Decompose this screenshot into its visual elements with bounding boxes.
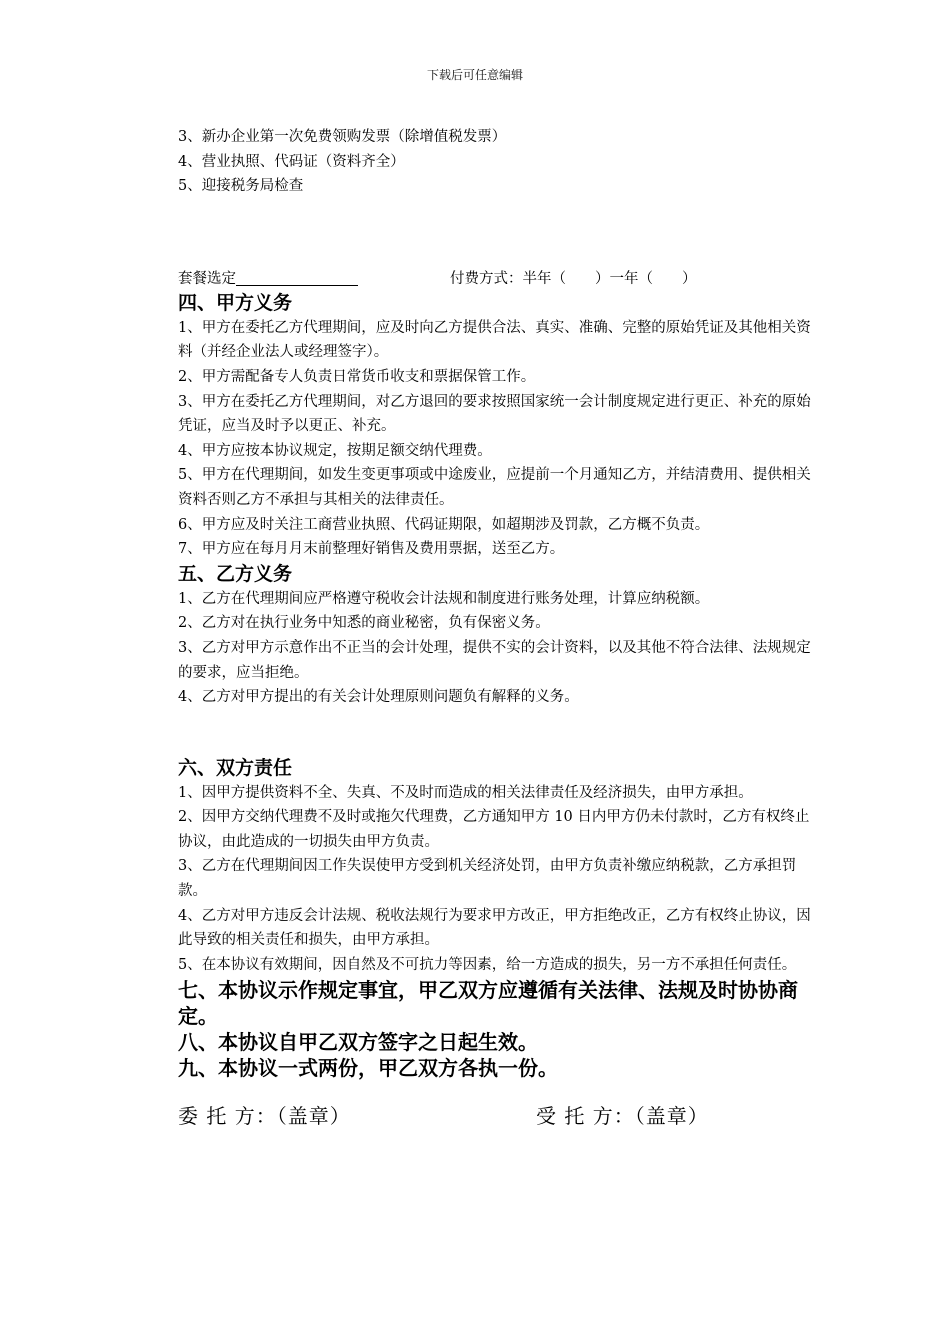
signature-row (178, 1101, 818, 1131)
section-6-item: 1、因甲方提供资料不全、失真、不及时而造成的相关法律责任及经济损失，由甲方承担。 (178, 784, 753, 801)
principal-signature: 委 托 方：（盖章） (178, 1104, 351, 1129)
package-row (178, 267, 818, 291)
section-6-title: 六、双方责任 (178, 756, 293, 779)
section-6-item: 2、因甲方交纳代理费不及时或拖欠代理费，乙方通知甲方 10 日内甲方仍未付款时，乙方有权终止协议，由此造成的一切损失由甲方负责。 (178, 809, 810, 850)
agent-signature: 受 托 方：（盖章） (536, 1104, 709, 1129)
section-4-title: 四、甲方义务 (178, 291, 293, 314)
section-4-item: 1、甲方在委托乙方代理期间，应及时向乙方提供合法、真实、准确、完整的原始凭证及其他相关资料（并经企业法人或经理签字）。 (178, 319, 811, 361)
section-6-item: 3、乙方在代理期间因工作失误使甲方受到机关经济处罚，由甲方负责补缴应纳税款，乙方承担罚款。 (178, 858, 797, 900)
intro-item: 4、营业执照、代码证（资料齐全） (178, 153, 405, 170)
section-4-item: 2、甲方需配备专人负责日常货币收支和票据保管工作。 (178, 368, 536, 385)
section-6-item: 4、乙方对甲方违反会计法规、税收法规行为要求甲方改正，甲方拒绝改正，乙方有权终止协议，因此导致的相关责任和损失，由甲方承担。 (178, 907, 811, 949)
package-label: 套餐选定 (178, 270, 236, 287)
package-blank-line (236, 267, 358, 286)
section-5 (178, 562, 818, 710)
section-4-item: 5、甲方在代理期间，如发生变更事项或中途废业，应提前一个月通知乙方，并结清费用、提供相关资料否则乙方不承担与其相关的法律责任。 (178, 467, 811, 508)
section-6-item: 5、在本协议有效期间，因自然及不可抗力等因素，给一方造成的损失，另一方不承担任何责任。 (178, 956, 797, 973)
section-4-item: 6、甲方应及时关注工商营业执照、代码证期限，如超期涉及罚款，乙方概不负责。 (178, 516, 710, 533)
section-5-item: 1、乙方在代理期间应严格遵守税收会计法规和制度进行账务处理，计算应纳税额。 (178, 590, 710, 607)
section-5-title: 五、乙方义务 (178, 562, 293, 585)
closing-clause: 九、本协议一式两份，甲乙双方各执一份。 (178, 1056, 558, 1081)
section-6 (178, 756, 818, 978)
closing-clause: 七、本协议示作规定事宜，甲乙双方应遵循有关法律、法规及时协协商定。 (178, 978, 798, 1029)
closing-clauses (178, 977, 818, 1081)
document-body (178, 125, 818, 1131)
section-4-item: 4、甲方应按本协议规定，按期足额交纳代理费。 (178, 442, 492, 459)
intro-list (178, 125, 818, 199)
section-4 (178, 291, 818, 562)
section-4-item: 7、甲方应在每月月末前整理好销售及费用票据，送至乙方。 (178, 541, 565, 558)
section-5-item: 3、乙方对甲方示意作出不正当的会计处理，提供不实的会计资料，以及其他不符合法律、法规规定的要求，应当拒绝。 (178, 639, 811, 681)
section-5-item: 4、乙方对甲方提出的有关会计处理原则问题负有解释的义务。 (178, 689, 579, 706)
intro-item: 5、迎接税务局检查 (178, 178, 304, 195)
section-spacer (178, 710, 818, 756)
header-note: 下载后可任意编辑 (426, 68, 523, 82)
payment-method: 付费方式：半年（ ）一年（ ） (450, 270, 697, 287)
closing-clause: 八、本协议自甲乙双方签字之日起生效。 (178, 1030, 538, 1055)
section-5-item: 2、乙方对在执行业务中知悉的商业秘密，负有保密义务。 (178, 615, 550, 632)
section-4-item: 3、甲方在委托乙方代理期间，对乙方退回的要求按照国家统一会计制度规定进行更正、补充的原始凭证，应当及时予以更正、补充。 (178, 393, 811, 435)
intro-item: 3、新办企业第一次免费领购发票（除增值税发票） (178, 129, 507, 145)
